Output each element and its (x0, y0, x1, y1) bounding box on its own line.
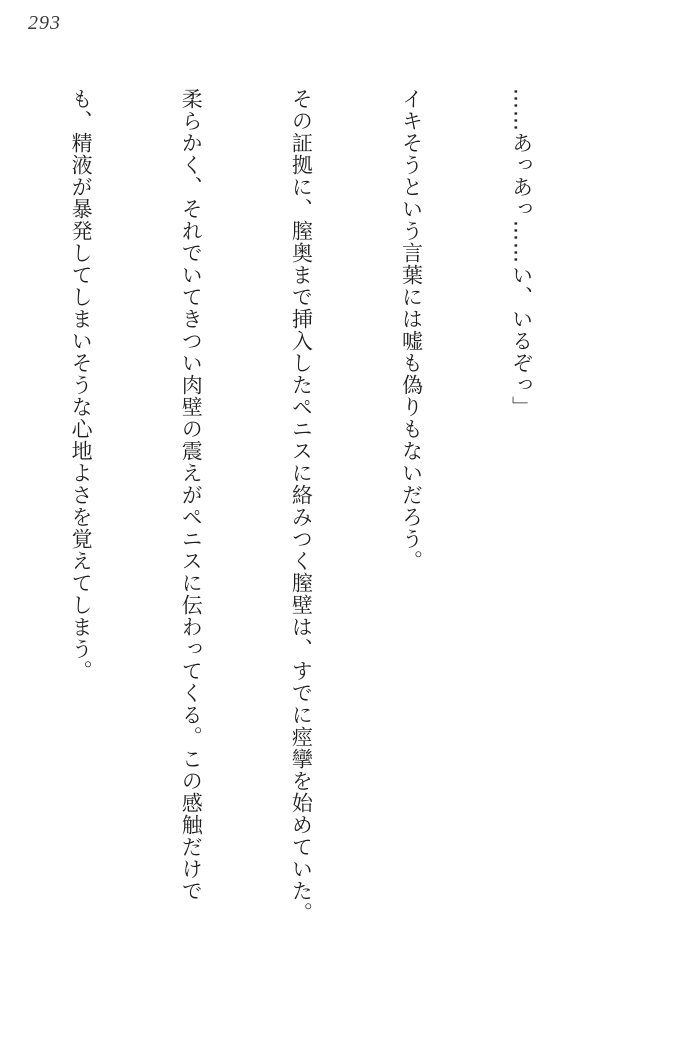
text-fragment: すでに痙攣を始めていた。 (289, 660, 314, 924)
text-column (62, 88, 99, 1028)
text-fragment: 柔らかく、 (179, 88, 204, 198)
text-fragment: 膣奥まで挿入したペニスに絡みつく膣壁は、 (289, 220, 314, 660)
text-fragment: それでいてきつい肉壁の震えがペニスに伝わってくる。この感触だけで (179, 198, 204, 902)
text-column (393, 88, 430, 1028)
text-fragment: も、精液が (69, 88, 94, 198)
text-column (173, 88, 210, 1028)
text-column (503, 88, 540, 1028)
text-column (283, 88, 320, 1028)
novel-body-text (0, 88, 613, 1028)
page-number: 293 (28, 12, 61, 34)
text-fragment: イキそうという言葉には嘘も偽りもないだろう。 (399, 88, 424, 572)
text-fragment: その証拠に、 (289, 88, 314, 220)
text-fragment: ……あっあっ……い、いるぞっ」 (509, 88, 534, 418)
text-fragment: 暴発してしまいそうな心地よさを覚えてしまう。 (69, 198, 94, 682)
